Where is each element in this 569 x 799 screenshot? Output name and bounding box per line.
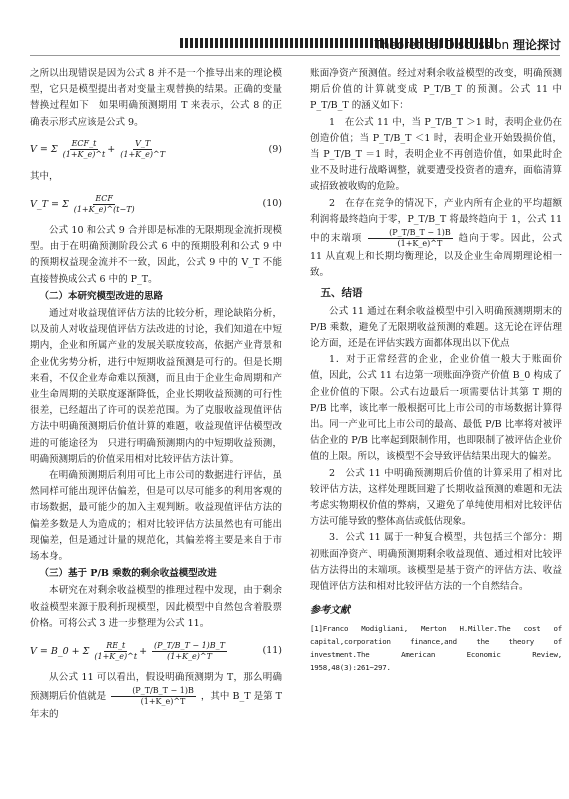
paragraph: 公式 11 通过在剩余收益模型中引入明确预测期期末的 P/B 乘数，避免了无限期收益预测的难题。这无论在评估理论方面，还是在评估实践方面都体现出以下优点 [310,305,562,350]
paragraph: 1．对于正常经营的企业，企业价值一般大于账面价值，因此，公式 11 右边第一项账面净资产价值 B_0 构成了企业价值的下限。公式右边最后一项需要估计其第 T 期的 P/B 比率，该比率一般根据可比上市公司的市场数据计算得出。同一产业可比上市公司的最高、最低 P/B 比率将对被评估企业的 P/B 比率起到限制作用，也即限制了被评估企业价值的上限。所以，该模型不会导致评估结果出现大的偏差。 [310,354,562,463]
section-heading: （三）基于 P/B 乘数的剩余收益模型改进 [39,568,217,580]
equation-11: V = B_0 + Σ $\frac{RE\_t}{(1+K\_e)\^{}t}$ + $\frac{(P\_T/B\_T - 1)B\_T}{(1+K\_e)\^{}T}$ (11) [30,640,282,661]
eq9-lhs: V = Σ [30,144,58,156]
section-heading: 五、结语 [320,287,363,300]
equation-10 [30,187,282,221]
section-heading: （二）本研究模型改进的思路 [39,290,164,302]
eq11-lhs: V = B_0 + Σ [30,645,90,657]
eq10-term: $\frac{\text{ECF}}{(1+K\_e)\^{}(t-T)}$ [73,193,135,214]
reference-item: [1]Franco Modigliani, Merton H.Miller.The cost of capital,corporation finance,and the theory of investment.The American Economic Review, 1958,48(3):261~297. [310,623,562,672]
paragraph: 之所以出现错误是因为公式 8 并不是一个推导出来的理论模型，它只是模型提出者对变量主观替换的结果。正确的变量替换过程如下 如果明确预测期用 T 来表示，公式 8 的正确表示形式应该是公式 9。 [30,68,282,128]
right-column [310,66,562,674]
paragraph: 2 在存在竞争的情况下，产业内所有企业的平均超额利润将最终趋向于零，P_T/B_T 将最终趋向于 1，公式 11 中的末端项 $\frac{(P\_T/B\_T - 1)B}{(1+K\_e)\^{}T}$ 趋向于零。因此，公式 11 从直观上和长期均衡理论，以及企业生命周期理论相一致。 [310,197,562,279]
eq9-term2: $\frac{V\_T}{(1+K\_e)\^{}T}$ [120,139,166,160]
section-title-cn: 理论探讨 [512,38,561,52]
paragraph: 其中， [30,170,59,182]
eq10-lhs: V_T = Σ [30,198,69,210]
inline-fraction: $\frac{(P\_T/B\_T - 1)B}{(1+K\_e)\^{}T}$ [368,228,453,249]
equation-number: (9) [268,143,282,155]
paragraph: 通过对收益现值评估方法的比较分析，理论缺陷分析，以及前人对收益现值评估方法改进的讨论，我们知道在中短期内，企业和所属产业的发展关联度较高，依据产业背景和企业优劣势分析，进行中短期收益预测是可行的。但是长期来看，不仅企业寿命难以预测，而且由于企业生命周期和产业生命周期的关联度逐渐降低，企业长期收益预测的可行性很差，已经超出了许可的误差范围。为了克服收益现值评估方法中明确预测期后价值计算的难题，收益现值评估模型改进的可能途径为 只进行明确预测期内的中短期收益预测，明确预测期后的价值采用相对比较评估方法计算。 [30,308,282,465]
paragraph: 在明确预测期后利用可比上市公司的数据进行评估，虽然同样可能出现评估偏差，但是可以尽可能多的利用客观的市场数据，最可能少的加入主观判断。收益现值评估方法的偏差多数是人为造成的；相对比较评估方法虽然也有可能出现偏差，但是通过计量的规范化，其偏差将主要是来自于市场本身。 [30,470,282,563]
journal-section-title [374,36,561,53]
eq11-term1: $\frac{RE\_t}{(1+K\_e)\^{}t}$ [94,640,138,661]
paragraph: 账面净资产预测值。经过对剩余收益模型的改变，明确预测期后价值的计算就变成 P_T/B_T 的预测。公式 11 中 P_T/B_T 的涵义如下： [310,68,562,112]
paragraph: 从公式 11 可以看出，假设明确预测期为 T，那么明确预测期后价值就是 $\frac{(P\_T/B\_T - 1)B}{(1+K\_e)\^{}T}$ ，其中 B_T 是第 T 年末的 [30,672,282,721]
paragraph: 3．公式 11 属于一种复合模型，共包括三个部分：期初账面净资产、明确预测期剩余收益现值、通过相对比较评估方法得出的末端项。该模型是基于资产的评估方法、收益现值评估方法和相对比较评估方法的一个自然结合。 [310,532,562,593]
left-column [30,66,282,724]
paragraph: 公式 10 和公式 9 合并即是标准的无限期现金流折现模型。由于在明确预测阶段公式 6 中的预期股利和公式 9 中的预期权益现金流并不一致，因此，公式 9 中的 V_T 不能直接替换成公式 6 中的 P_T。 [30,225,282,285]
inline-fraction: $\frac{(P\_T/B\_T - 1)B}{(1+K\_e)\^{}T}$ [111,686,196,707]
equation-number: (11) [262,644,282,656]
paragraph: 2 公式 11 中明确预测期后价值的计算采用了相对比较评估方法，这样处理既回避了长期收益预测的难题和无法考虑实物期权价值的弊病，又避免了单纯使用相对比较评估方法可能导致的整体高估或低估现象。 [310,467,562,528]
eq11-term2: $\frac{(P\_T/B\_T - 1)B\_T}{(1+K\_e)\^{}T}$ [154,640,226,661]
references-heading: 参考文献 [310,605,350,617]
section-title-en: Theoretical Discussion [374,38,510,52]
paragraph: 本研究在对剩余收益模型的推理过程中发现，由于剩余收益模型来源于股利折现模型，因此模型中自然包含着股票价格。可将公式 3 进一步整理为公式 11。 [30,585,282,629]
eq9-term1: $\frac{\text{ECF\_t}}{(1+K\_e)\^{}t}$ [62,139,106,160]
header-rule [30,55,560,56]
paragraph: 1 在公式 11 中，当 P_T/B_T ＞1 时，表明企业仍在创造价值；当 P_T/B_T ＜1 时，表明企业开始毁损价值，当 P_T/B_T ＝1 时，表明企业不再创造价值，如果此时企业不及时进行战略调整，就要遭受投资者的遗弃，面临清算或招致被收购的危险。 [310,116,562,193]
equation-9: V = Σ $\frac{\text{ECF\_t}}{(1+K\_e)\^{}t}$ + $\frac{V\_T}{(1+K\_e)\^{}T}$ (9) [30,139,282,160]
running-header [0,34,569,52]
equation-number: (10) [262,197,282,209]
